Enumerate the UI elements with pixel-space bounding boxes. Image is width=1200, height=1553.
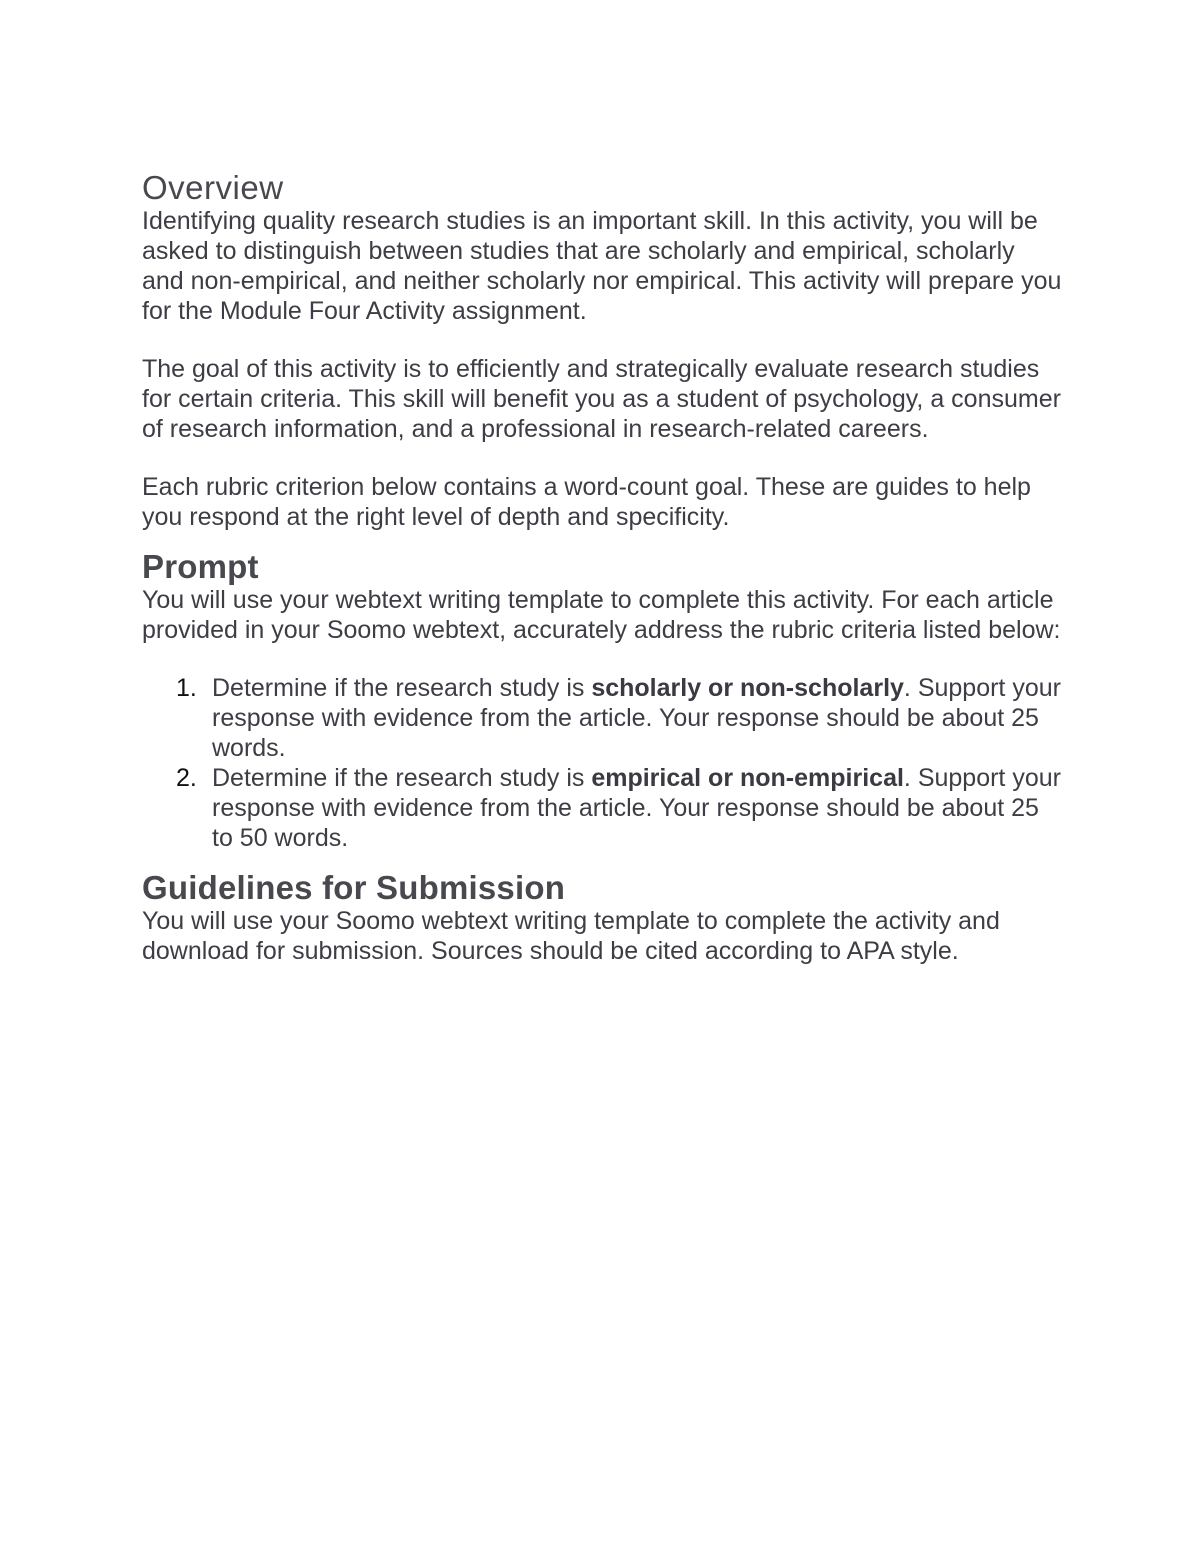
spacer bbox=[142, 444, 1062, 472]
guidelines-heading: Guidelines for Submission bbox=[142, 869, 566, 906]
prompt-intro: You will use your webtext writing template to complete this activity. For each article provided in your Soomo webtext, accurately address the rubric criteria listed below: bbox=[142, 586, 1061, 644]
spacer bbox=[142, 326, 1062, 354]
document-page bbox=[142, 170, 1062, 966]
list-number: 2. bbox=[176, 764, 197, 792]
guidelines-paragraph: You will use your Soomo webtext writing template to complete the activity and download for submission. Sources should be cited according to APA style. bbox=[142, 907, 1000, 965]
overview-paragraph-1: Identifying quality research studies is an important skill. In this activity, you will be asked to distinguish between studies that are scholarly and empirical, scholarly and non-empirical, and neither scholarly nor empirical. This activity will prepare you for the Module Four Activity assignment. bbox=[142, 207, 1062, 325]
rubric-criterion-1 bbox=[142, 673, 1062, 763]
prompt-heading: Prompt bbox=[142, 548, 259, 585]
spacer bbox=[142, 853, 1062, 870]
rubric-criteria-list bbox=[142, 673, 1062, 853]
overview-heading: Overview bbox=[142, 169, 284, 206]
spacer bbox=[142, 645, 1062, 673]
criterion-text-after: . Support your response with evidence from the article. Your response should be about 25 to 50 words. bbox=[212, 764, 1061, 852]
criterion-text-before: Determine if the research study is bbox=[212, 764, 592, 792]
criterion-emphasis: empirical or non-empirical bbox=[591, 764, 904, 792]
list-number: 1. bbox=[176, 674, 197, 702]
overview-paragraph-3: Each rubric criterion below contains a word-count goal. These are guides to help you respond at the right level of depth and specificity. bbox=[142, 473, 1031, 531]
criterion-text-before: Determine if the research study is bbox=[212, 674, 592, 702]
criterion-emphasis: scholarly or non-scholarly bbox=[591, 674, 904, 702]
overview-paragraph-2: The goal of this activity is to efficiently and strategically evaluate research studies for certain criteria. This skill will benefit you as a student of psychology, a consumer of research information, and a professional in research-related careers. bbox=[142, 355, 1061, 443]
rubric-criterion-2 bbox=[142, 763, 1062, 853]
criterion-text-after: . Support your response with evidence from the article. Your response should be about 25 words. bbox=[212, 674, 1061, 762]
spacer bbox=[142, 532, 1062, 549]
